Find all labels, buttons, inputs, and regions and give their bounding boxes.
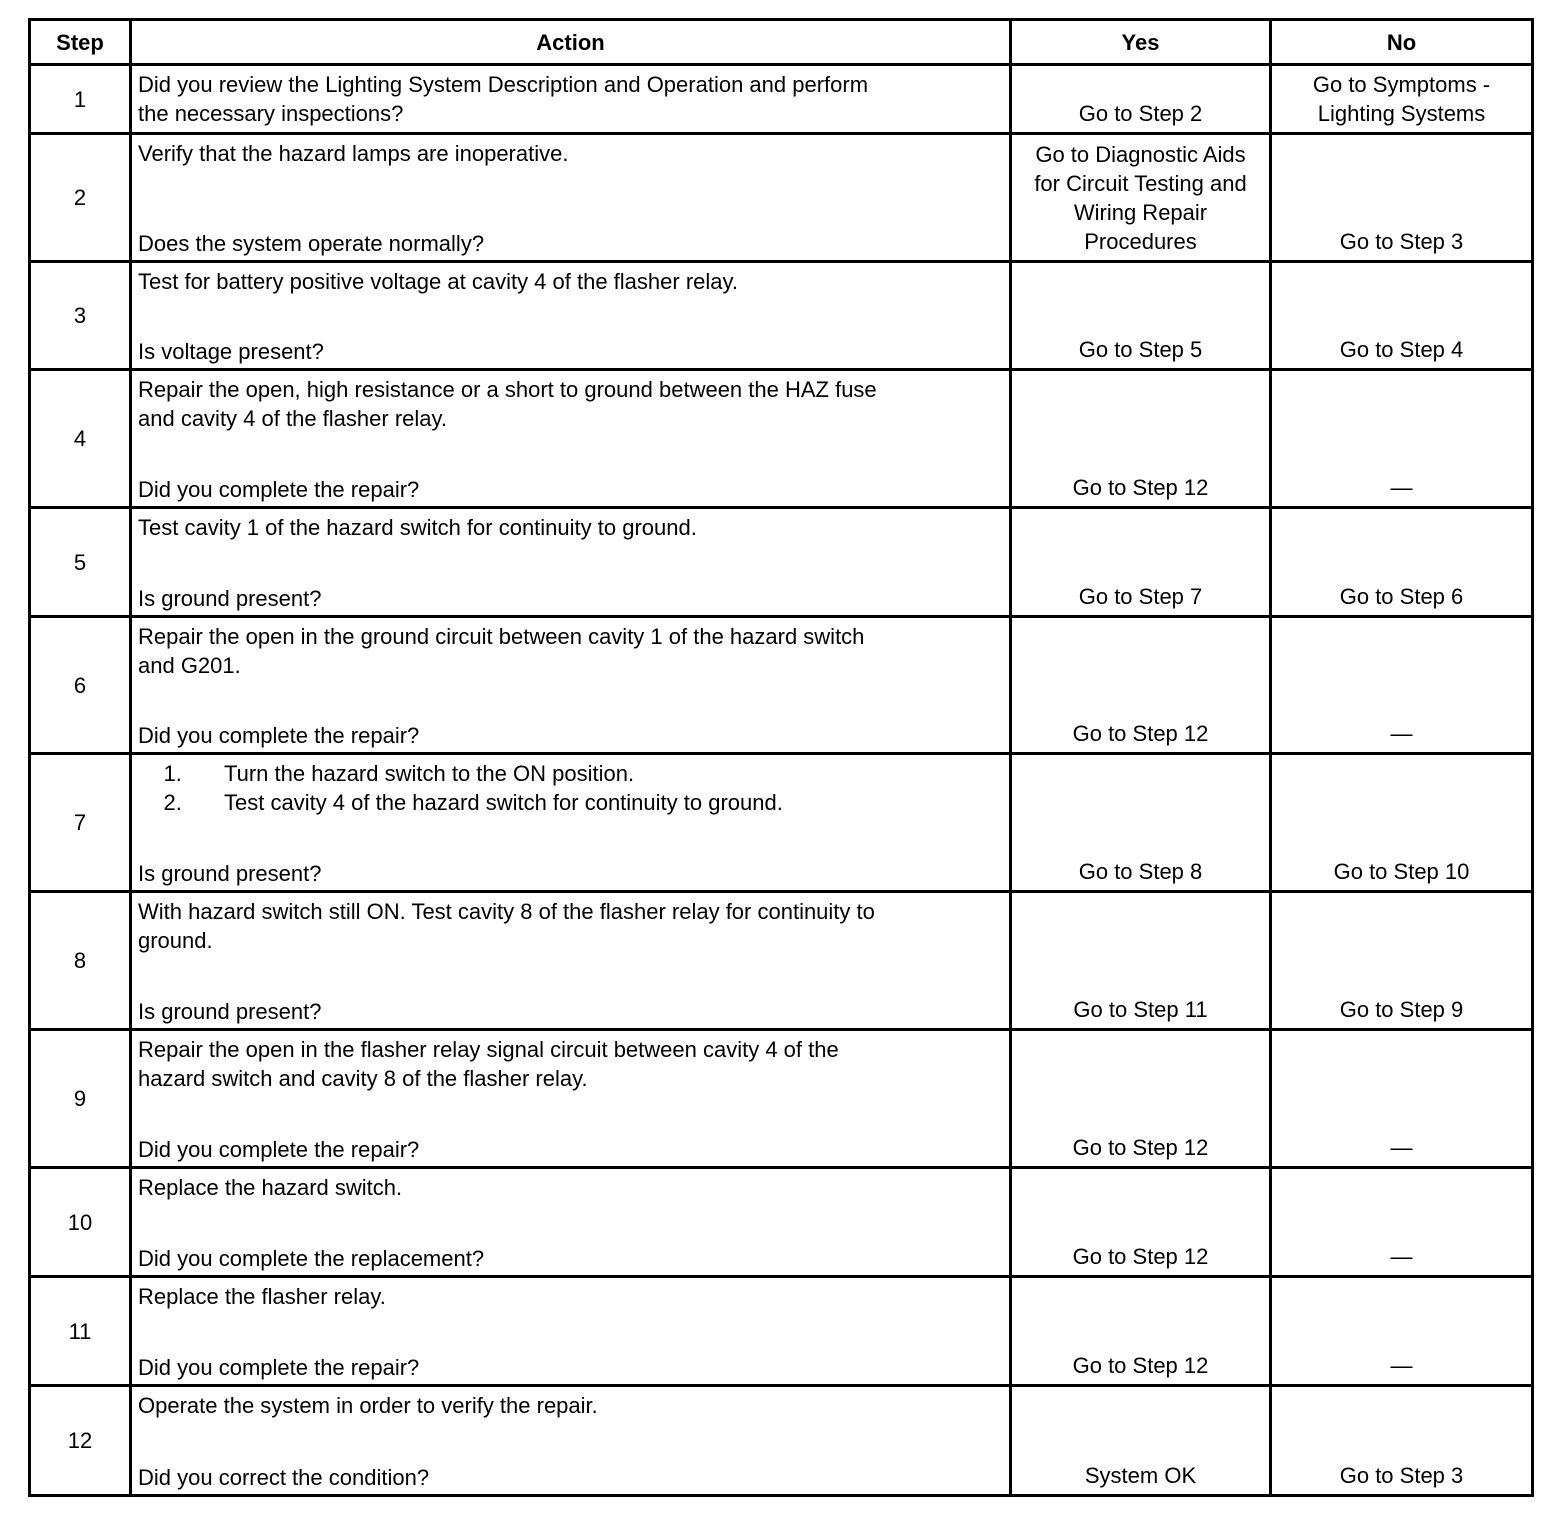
no-result: —: [1271, 370, 1533, 508]
action-text: Replace the hazard switch.: [138, 1175, 403, 1200]
action-cell: [131, 892, 1011, 1030]
yes-result: Go to Step 12: [1011, 370, 1271, 508]
action-step-item: 1. Turn the hazard switch to the ON position.: [188, 759, 1003, 788]
action-text: Operate the system in order to verify the repair.: [138, 1393, 598, 1418]
action-text: Repair the open in the flasher relay signal circuit between cavity 4 of the hazard switch and cavity 8 of the flasher relay.: [138, 1037, 839, 1091]
step-number: 3: [30, 262, 131, 370]
header-action: Action: [131, 20, 1011, 65]
table-row: [30, 754, 1533, 892]
table-row: [30, 1168, 1533, 1277]
yes-result: Go to Step 11: [1011, 892, 1271, 1030]
table-row: [30, 617, 1533, 754]
action-question: Is ground present?: [138, 999, 322, 1024]
yes-result: System OK: [1011, 1386, 1271, 1496]
no-result: —: [1271, 617, 1533, 754]
action-cell: [131, 1386, 1011, 1496]
yes-result: Go to Step 2: [1011, 65, 1271, 134]
step-number: 12: [30, 1386, 131, 1496]
action-text: Verify that the hazard lamps are inoperative.: [138, 141, 569, 166]
table-row: [30, 370, 1533, 508]
yes-result: Go to Step 8: [1011, 754, 1271, 892]
header-yes: Yes: [1011, 20, 1271, 65]
header-no: No: [1271, 20, 1533, 65]
action-text: Repair the open, high resistance or a short to ground between the HAZ fuse and cavity 4 of the flasher relay.: [138, 377, 877, 431]
action-question: Does the system operate normally?: [138, 231, 485, 256]
action-text: Did you review the Lighting System Description and Operation and perform the necessary inspections?: [138, 72, 869, 126]
action-cell: [131, 134, 1011, 262]
no-result: —: [1271, 1277, 1533, 1386]
table-row: [30, 134, 1533, 262]
action-cell: [131, 754, 1011, 892]
action-cell: [131, 1168, 1011, 1277]
action-question: Did you correct the condition?: [138, 1465, 430, 1490]
yes-result: Go to Diagnostic Aids for Circuit Testing and Wiring Repair Procedures: [1011, 134, 1271, 262]
table-row: [30, 262, 1533, 370]
action-cell: [131, 262, 1011, 370]
step-number: 11: [30, 1277, 131, 1386]
action-text: Test for battery positive voltage at cavity 4 of the flasher relay.: [138, 269, 738, 294]
action-text: Repair the open in the ground circuit between cavity 1 of the hazard switch and G201.: [138, 624, 865, 678]
table-row: [30, 1277, 1533, 1386]
action-text: Replace the flasher relay.: [138, 1284, 386, 1309]
yes-result: Go to Step 12: [1011, 617, 1271, 754]
action-question: Is voltage present?: [138, 339, 324, 364]
action-question: Is ground present?: [138, 586, 322, 611]
no-result: Go to Step 4: [1271, 262, 1533, 370]
step-number: 8: [30, 892, 131, 1030]
action-cell: [131, 617, 1011, 754]
yes-result: Go to Step 5: [1011, 262, 1271, 370]
action-cell: [131, 1277, 1011, 1386]
header-step: Step: [30, 20, 131, 65]
step-number: 7: [30, 754, 131, 892]
action-cell: [131, 65, 1011, 134]
table-row: [30, 1386, 1533, 1496]
action-cell: [131, 508, 1011, 617]
action-question: Is ground present?: [138, 861, 322, 886]
step-number: 10: [30, 1168, 131, 1277]
action-cell: [131, 1030, 1011, 1168]
table-row: [30, 508, 1533, 617]
yes-result: Go to Step 7: [1011, 508, 1271, 617]
table-row: [30, 1030, 1533, 1168]
action-cell: [131, 370, 1011, 508]
no-result: Go to Step 3: [1271, 134, 1533, 262]
no-result: Go to Symptoms - Lighting Systems: [1271, 65, 1533, 134]
table-row: [30, 65, 1533, 134]
diagnostic-table: [28, 18, 1534, 1497]
action-question: Did you complete the repair?: [138, 723, 420, 748]
yes-result: Go to Step 12: [1011, 1168, 1271, 1277]
step-number: 4: [30, 370, 131, 508]
action-step-item: 2. Test cavity 4 of the hazard switch for continuity to ground.: [188, 788, 1003, 817]
no-result: Go to Step 6: [1271, 508, 1533, 617]
step-number: 9: [30, 1030, 131, 1168]
action-question: Did you complete the repair?: [138, 477, 420, 502]
no-result: Go to Step 10: [1271, 754, 1533, 892]
action-steps-list: [138, 759, 1003, 817]
yes-result: Go to Step 12: [1011, 1277, 1271, 1386]
yes-result: Go to Step 12: [1011, 1030, 1271, 1168]
step-number: 1: [30, 65, 131, 134]
no-result: —: [1271, 1168, 1533, 1277]
no-result: Go to Step 3: [1271, 1386, 1533, 1496]
action-question: Did you complete the repair?: [138, 1137, 420, 1162]
action-text: With hazard switch still ON. Test cavity 8 of the flasher relay for continuity to ground.: [138, 899, 875, 953]
header-row: [30, 20, 1533, 65]
action-text: Test cavity 1 of the hazard switch for continuity to ground.: [138, 515, 697, 540]
step-number: 5: [30, 508, 131, 617]
no-result: —: [1271, 1030, 1533, 1168]
action-question: Did you complete the repair?: [138, 1355, 420, 1380]
table-row: [30, 892, 1533, 1030]
action-question: Did you complete the replacement?: [138, 1246, 485, 1271]
step-number: 2: [30, 134, 131, 262]
step-number: 6: [30, 617, 131, 754]
no-result: Go to Step 9: [1271, 892, 1533, 1030]
